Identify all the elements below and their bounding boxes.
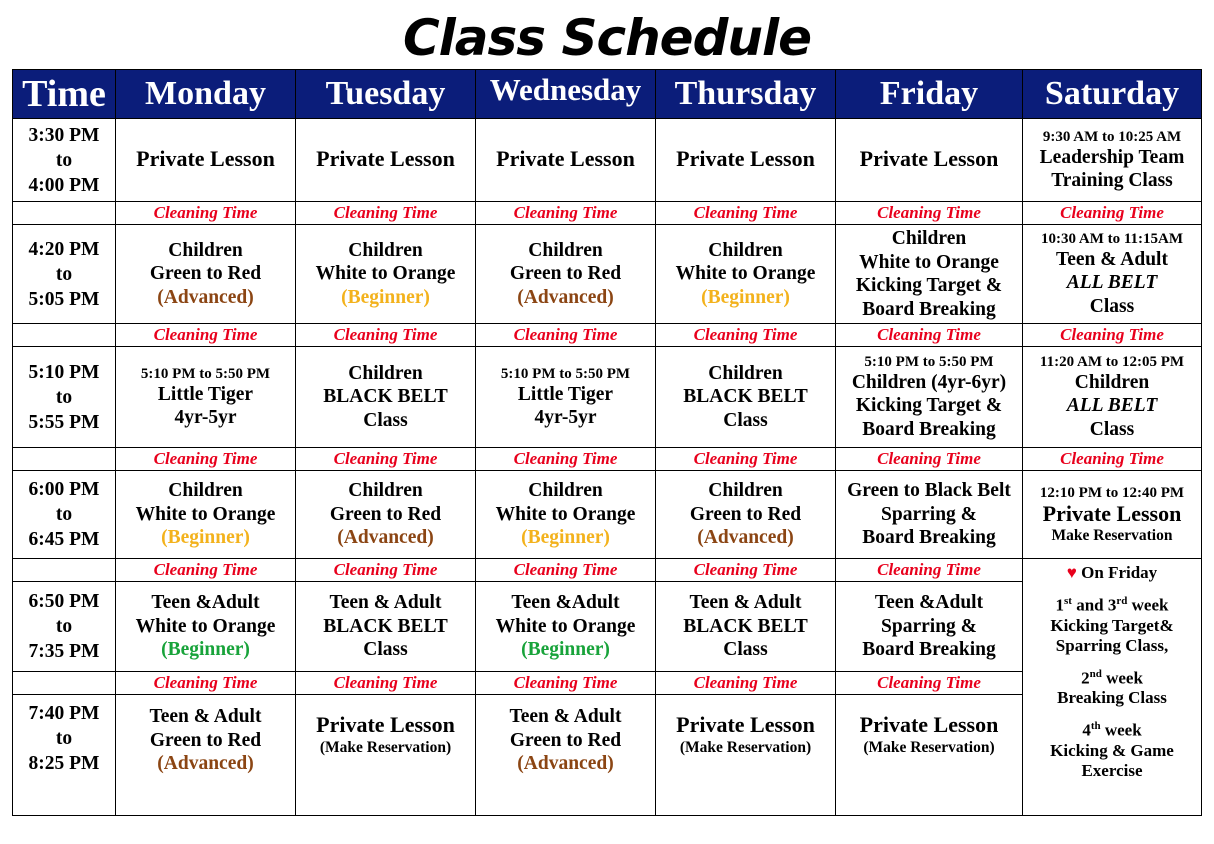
- table-row: [13, 471, 1202, 559]
- saturday-cell: 12:10 PM to 12:40 PM Private Lesson Make Reservation: [1023, 471, 1202, 559]
- time-cell: 7:40 PM to 8:25 PM: [13, 695, 116, 816]
- class-cell: Teen & Adult Green to Red (Advanced): [476, 695, 656, 816]
- class-cell: Private Lesson (Make Reservation): [836, 695, 1023, 816]
- class-cell: Teen & Adult Green to Red (Advanced): [116, 695, 296, 816]
- class-cell: Children White to Orange (Beginner): [656, 225, 836, 324]
- class-cell: Children Green to Red (Advanced): [116, 225, 296, 324]
- table-row: [13, 347, 1202, 448]
- class-cell: Private Lesson (Make Reservation): [296, 695, 476, 816]
- class-cell: Teen & Adult BLACK BELT Class: [656, 582, 836, 672]
- class-cell: Children White to Orange (Beginner): [296, 225, 476, 324]
- class-cell: Children White to Orange Kicking Target & Board Breaking: [836, 225, 1023, 324]
- header-time: Time: [13, 70, 116, 119]
- cleaning-row: Cleaning Time Cleaning Time Cleaning Time Cleaning Time Cleaning Time Cleaning Time: [13, 324, 1202, 347]
- header-row: [13, 70, 1202, 119]
- class-cell: Children White to Orange (Beginner): [476, 471, 656, 559]
- class-cell: Private Lesson: [656, 119, 836, 202]
- cleaning-row: Cleaning Time Cleaning Time Cleaning Time Cleaning Time Cleaning Time: [13, 672, 1202, 695]
- cleaning-row: Cleaning Time Cleaning Time Cleaning Time Cleaning Time Cleaning Time Cleaning Time: [13, 202, 1202, 225]
- header-wednesday: Wednesday: [476, 70, 656, 119]
- class-cell: Children Green to Red (Advanced): [476, 225, 656, 324]
- class-cell: Children Green to Red (Advanced): [656, 471, 836, 559]
- class-cell: Private Lesson (Make Reservation): [656, 695, 836, 816]
- time-cell: 6:50 PM to 7:35 PM: [13, 582, 116, 672]
- schedule-table: [12, 69, 1202, 816]
- class-cell: 5:10 PM to 5:50 PM Little Tiger 4yr-5yr: [116, 347, 296, 448]
- friday-note: ♥ On Friday 1st and 3rd week Kicking Target& Sparring Class, 2nd week Breaking Class 4th week Kicking & Game Exercise: [1023, 559, 1202, 816]
- saturday-cell: 9:30 AM to 10:25 AM Leadership Team Training Class: [1023, 119, 1202, 202]
- heart-icon: ♥: [1066, 563, 1077, 582]
- page-title: Class Schedule: [402, 9, 812, 67]
- header-tuesday: Tuesday: [296, 70, 476, 119]
- header-saturday: Saturday: [1023, 70, 1202, 119]
- header-monday: Monday: [116, 70, 296, 119]
- class-cell: Teen &Adult White to Orange (Beginner): [476, 582, 656, 672]
- class-cell: Private Lesson: [296, 119, 476, 202]
- header-thursday: Thursday: [656, 70, 836, 119]
- saturday-cell: 10:30 AM to 11:15AM Teen & Adult ALL BELT Class: [1023, 225, 1202, 324]
- time-cell: 6:00 PM to 6:45 PM: [13, 471, 116, 559]
- class-cell: 5:10 PM to 5:50 PM Little Tiger 4yr-5yr: [476, 347, 656, 448]
- time-cell: 3:30 PM to 4:00 PM: [13, 119, 116, 202]
- cleaning-row: Cleaning Time Cleaning Time Cleaning Time Cleaning Time Cleaning Time ♥ On Friday 1st and 3rd week Kicking Target& Sparring Class, 2nd week Breaking Class 4th week Kicking & Game Exercise: [13, 559, 1202, 582]
- time-cell: 4:20 PM to 5:05 PM: [13, 225, 116, 324]
- class-cell: Teen &Adult Sparring & Board Breaking: [836, 582, 1023, 672]
- time-cell: 5:10 PM to 5:55 PM: [13, 347, 116, 448]
- class-cell: Private Lesson: [116, 119, 296, 202]
- cleaning-row: Cleaning Time Cleaning Time Cleaning Time Cleaning Time Cleaning Time Cleaning Time: [13, 448, 1202, 471]
- class-cell: Teen &Adult White to Orange (Beginner): [116, 582, 296, 672]
- class-cell: Children BLACK BELT Class: [296, 347, 476, 448]
- table-row: [13, 225, 1202, 324]
- saturday-cell: 11:20 AM to 12:05 PM Children ALL BELT Class: [1023, 347, 1202, 448]
- class-cell: 5:10 PM to 5:50 PM Children (4yr-6yr) Kicking Target & Board Breaking: [836, 347, 1023, 448]
- header-friday: Friday: [836, 70, 1023, 119]
- class-cell: Private Lesson: [836, 119, 1023, 202]
- class-cell: Green to Black Belt Sparring & Board Breaking: [836, 471, 1023, 559]
- table-row: [13, 119, 1202, 202]
- class-cell: Children White to Orange (Beginner): [116, 471, 296, 559]
- class-cell: Private Lesson: [476, 119, 656, 202]
- class-cell: Teen & Adult BLACK BELT Class: [296, 582, 476, 672]
- class-cell: Children Green to Red (Advanced): [296, 471, 476, 559]
- class-cell: Children BLACK BELT Class: [656, 347, 836, 448]
